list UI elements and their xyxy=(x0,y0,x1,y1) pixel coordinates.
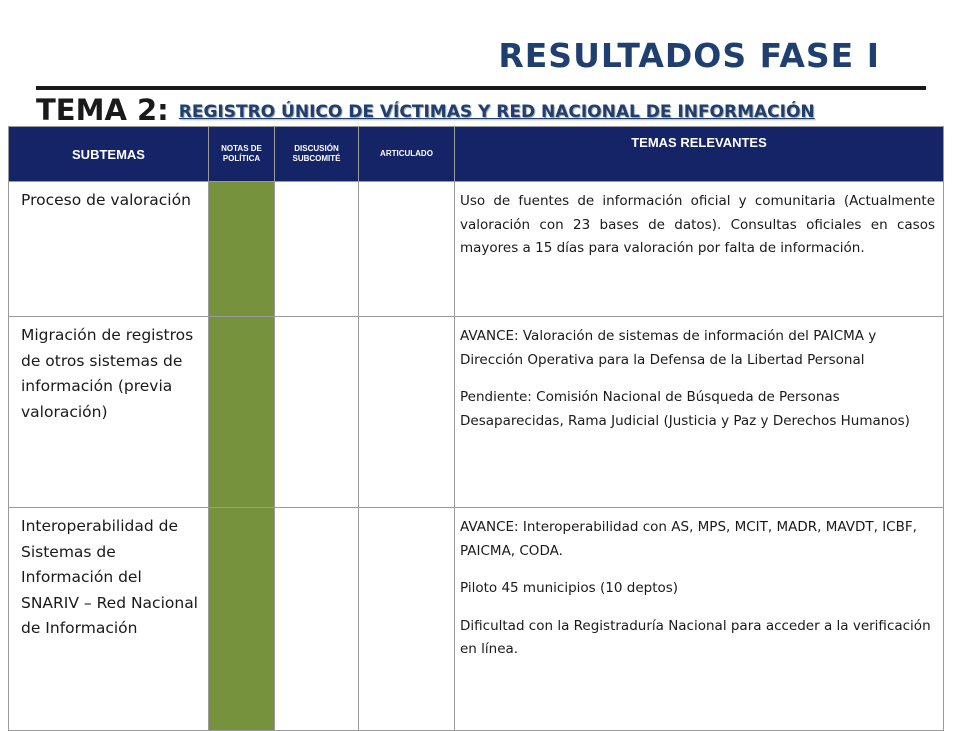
page-title: RESULTADOS FASE I xyxy=(498,36,880,75)
temas-paragraph: Pendiente: Comisión Nacional de Búsqueda de Personas Desaparecidas, Rama Judicial (Justicia y Paz y Derechos Humanos) xyxy=(460,389,910,429)
discusion-cell xyxy=(275,182,359,317)
table-row xyxy=(9,182,944,317)
temas-paragraph: Piloto 45 municipios (10 deptos) xyxy=(460,580,679,596)
discusion-cell xyxy=(275,317,359,508)
articulado-cell xyxy=(359,508,455,731)
notas-cell xyxy=(209,508,275,731)
subtema-cell: Proceso de valoración xyxy=(9,182,209,317)
discusion-cell xyxy=(275,508,359,731)
temas-cell xyxy=(455,182,944,317)
temas-cell xyxy=(455,317,944,508)
tema-label: TEMA 2: xyxy=(36,93,169,127)
tema-heading xyxy=(36,93,815,127)
table-row xyxy=(9,508,944,731)
notas-cell xyxy=(209,317,275,508)
temas-paragraph: AVANCE: Valoración de sistemas de información del PAICMA y Dirección Operativa para la Defensa de la Libertad Personal xyxy=(460,328,877,368)
subtema-cell: Interoperabilidad de Sistemas de Información del SNARIV – Red Nacional de Información xyxy=(9,508,209,731)
subtema-cell: Migración de registros de otros sistemas de información (previa valoración) xyxy=(9,317,209,508)
articulado-cell xyxy=(359,182,455,317)
articulado-cell xyxy=(359,317,455,508)
temas-paragraph: Uso de fuentes de información oficial y comunitaria (Actualmente valoración con 23 bases de datos). Consultas oficiales en casos mayores a 15 días para valoración por falta de información. xyxy=(460,193,935,256)
temas-paragraph: AVANCE: Interoperabilidad con AS, MPS, MCIT, MADR, MAVDT, ICBF, PAICMA, CODA. xyxy=(460,519,917,559)
col-header-notas: NOTAS DE POLÍTICA xyxy=(209,127,275,182)
col-header-temas: TEMAS RELEVANTES xyxy=(455,127,944,182)
col-header-subtemas: SUBTEMAS xyxy=(9,127,209,182)
title-divider xyxy=(36,86,926,90)
temas-paragraph: Dificultad con la Registraduría Nacional para acceder a la verificación en línea. xyxy=(460,617,931,657)
col-header-articulado: ARTICULADO xyxy=(359,127,455,182)
notas-cell xyxy=(209,182,275,317)
table-row xyxy=(9,317,944,508)
temas-cell xyxy=(455,508,944,731)
results-table xyxy=(8,126,944,731)
table-header-row xyxy=(9,127,944,182)
col-header-discusion: DISCUSIÓN SUBCOMITÉ xyxy=(275,127,359,182)
tema-subtitle: REGISTRO ÚNICO DE VÍCTIMAS Y RED NACIONAL DE INFORMACIÓN xyxy=(178,102,815,122)
